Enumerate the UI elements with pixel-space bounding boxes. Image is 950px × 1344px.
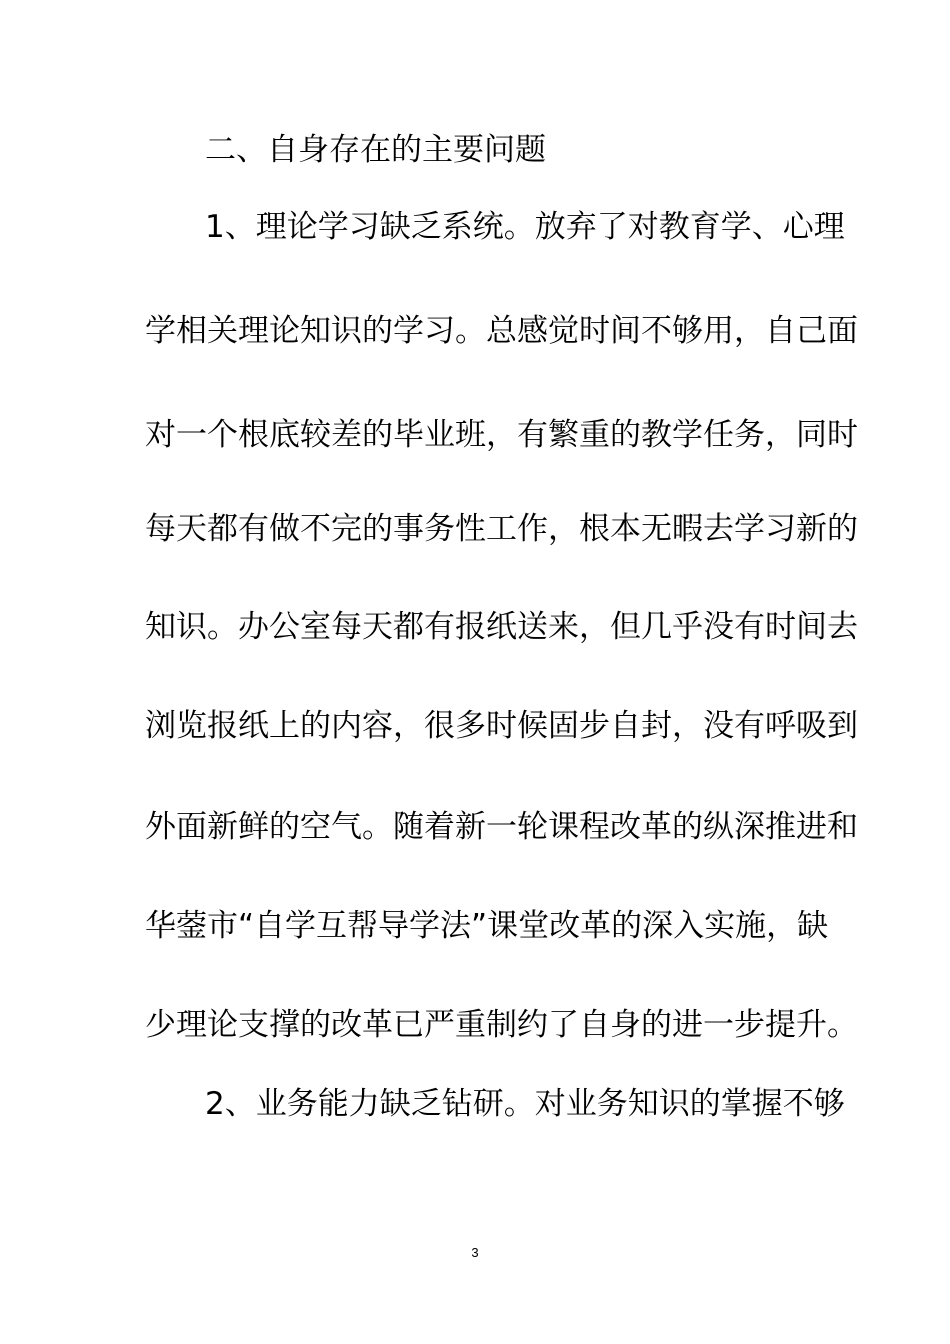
paragraph-1-line-8: 华蓥市“自学互帮导学法”课堂改革的深入实施，缺 — [145, 908, 829, 944]
paragraph-2-line-1: 2、业务能力缺乏钻研。对业务知识的掌握不够 — [205, 1086, 845, 1122]
paragraph-1-line-6: 浏览报纸上的内容，很多时候固步自封，没有呼吸到 — [145, 708, 858, 744]
paragraph-1-line-1: 1、理论学习缺乏系统。放弃了对教育学、心理 — [205, 209, 845, 245]
section-heading: 二、自身存在的主要问题 — [205, 132, 546, 168]
paragraph-1-line-4: 每天都有做不完的事务性工作，根本无暇去学习新的 — [145, 511, 858, 547]
paragraph-1-line-7: 外面新鲜的空气。随着新一轮课程改革的纵深推进和 — [145, 809, 858, 845]
paragraph-1-line-5: 知识。办公室每天都有报纸送来，但几乎没有时间去 — [145, 609, 858, 645]
paragraph-1-line-2: 学相关理论知识的学习。总感觉时间不够用，自己面 — [145, 313, 858, 349]
page-number: 3 — [471, 1245, 479, 1260]
paragraph-1-line-3: 对一个根底较差的毕业班，有繁重的教学任务，同时 — [145, 417, 858, 453]
paragraph-1-line-9: 少理论支撑的改革已严重制约了自身的进一步提升。 — [145, 1007, 858, 1043]
